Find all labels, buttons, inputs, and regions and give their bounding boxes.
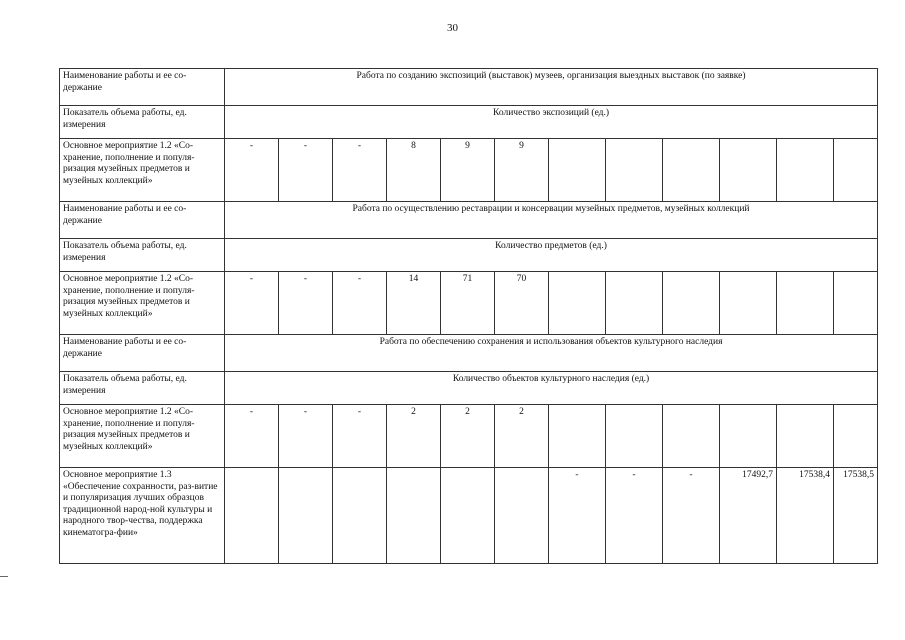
unit-label: Показатель объема работы, ед. измерения [60, 372, 225, 405]
value-cell [663, 139, 720, 202]
table-row [60, 202, 878, 239]
work-name-label: Наименование работы и ее со-держание [60, 69, 225, 106]
value-cell [279, 468, 333, 564]
unit-label: Показатель объема работы, ед. измерения [60, 239, 225, 272]
value-cell: 2 [495, 405, 549, 468]
value-cell: 8 [387, 139, 441, 202]
table-row [60, 272, 878, 335]
value-cell: 2 [387, 405, 441, 468]
value-cell [834, 272, 878, 335]
value-cell [777, 139, 834, 202]
value-cell: - [279, 405, 333, 468]
unit-value: Количество предметов (ед.) [225, 239, 878, 272]
table-row [60, 405, 878, 468]
event-label: Основное мероприятие 1.2 «Со-хранение, пополнение и популя-ризация музейных предметов и музейных коллекций» [60, 272, 225, 335]
table-row [60, 335, 878, 372]
value-cell [606, 139, 663, 202]
value-cell [720, 405, 777, 468]
value-cell: 70 [495, 272, 549, 335]
value-cell: 71 [441, 272, 495, 335]
value-cell [606, 272, 663, 335]
value-cell: - [279, 272, 333, 335]
work-name-label: Наименование работы и ее со-держание [60, 202, 225, 239]
table-row [60, 69, 878, 106]
table-row [60, 139, 878, 202]
value-cell [549, 272, 606, 335]
unit-label: Показатель объема работы, ед. измерения [60, 106, 225, 139]
value-cell [606, 405, 663, 468]
table-row [60, 372, 878, 405]
value-cell [834, 139, 878, 202]
table-body [60, 69, 878, 564]
work-name-value: Работа по созданию экспозиций (выставок) музеев, организация выездных выставок (по заявке) [225, 69, 878, 106]
value-cell [441, 468, 495, 564]
value-cell [549, 139, 606, 202]
event-label: Основное мероприятие 1.2 «Со-хранение, пополнение и популя-ризация музейных предметов и музейных коллекций» [60, 139, 225, 202]
unit-value: Количество экспозиций (ед.) [225, 106, 878, 139]
value-cell [777, 405, 834, 468]
value-cell: - [606, 468, 663, 564]
table-row [60, 239, 878, 272]
table-row [60, 468, 878, 564]
value-cell: - [333, 272, 387, 335]
value-cell: - [279, 139, 333, 202]
value-cell [834, 405, 878, 468]
value-cell [777, 272, 834, 335]
value-cell: - [549, 468, 606, 564]
work-name-label: Наименование работы и ее со-держание [60, 335, 225, 372]
unit-value: Количество объектов культурного наследия (ед.) [225, 372, 878, 405]
value-cell: - [225, 405, 279, 468]
value-cell [333, 468, 387, 564]
value-cell: 17538,4 [777, 468, 834, 564]
work-name-value: Работа по обеспечению сохранения и использования объектов культурного наследия [225, 335, 878, 372]
value-cell: - [663, 468, 720, 564]
value-cell [225, 468, 279, 564]
value-cell: - [225, 272, 279, 335]
page-number: 30 [447, 22, 458, 34]
margin-mark [0, 576, 8, 577]
value-cell: 14 [387, 272, 441, 335]
value-cell: 17492,7 [720, 468, 777, 564]
value-cell: 9 [441, 139, 495, 202]
value-cell: - [333, 139, 387, 202]
value-cell [387, 468, 441, 564]
value-cell [663, 272, 720, 335]
work-volume-table [59, 68, 878, 564]
table-row [60, 106, 878, 139]
value-cell [663, 405, 720, 468]
work-name-value: Работа по осуществлению реставрации и консервации музейных предметов, музейных коллекций [225, 202, 878, 239]
value-cell [720, 139, 777, 202]
value-cell [495, 468, 549, 564]
event-label: Основное мероприятие 1.2 «Со-хранение, пополнение и популя-ризация музейных предметов и музейных коллекций» [60, 405, 225, 468]
event-label: Основное мероприятие 1.3 «Обеспечение сохранности, раз-витие и популяризация лучших образцов традиционной народ-ной культуры и народного твор-чества, поддержка кинематогра-фии» [60, 468, 225, 564]
value-cell [720, 272, 777, 335]
value-cell: 2 [441, 405, 495, 468]
value-cell: 9 [495, 139, 549, 202]
value-cell: - [333, 405, 387, 468]
value-cell: 17538,5 [834, 468, 878, 564]
value-cell: - [225, 139, 279, 202]
value-cell [549, 405, 606, 468]
